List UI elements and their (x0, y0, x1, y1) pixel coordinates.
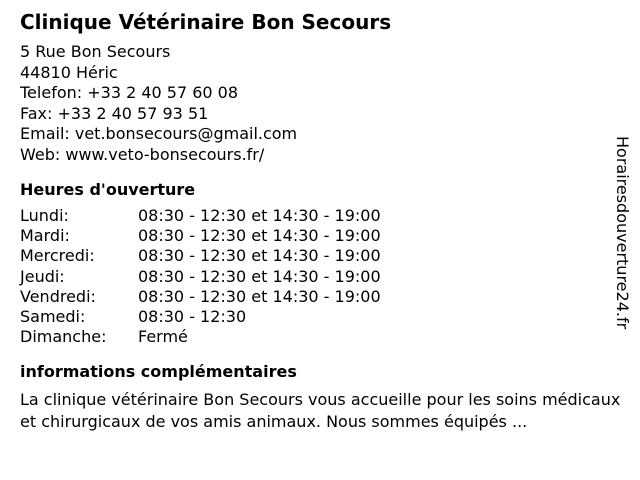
hours-time-value: 08:30 - 12:30 et 14:30 - 19:00 (138, 266, 381, 286)
hours-row-wednesday (20, 246, 620, 266)
page-title: Clinique Vétérinaire Bon Secours (20, 10, 392, 34)
hours-day-label: Vendredi: (20, 286, 96, 306)
hours-day-label: Dimanche: (20, 327, 107, 347)
hours-time-value: 08:30 - 12:30 et 14:30 - 19:00 (138, 246, 381, 266)
contact-block (20, 42, 620, 165)
email-address: Email: vet.bonsecours@gmail.com (20, 124, 298, 143)
hours-day-label: Lundi: (20, 206, 69, 225)
hours-table (20, 206, 620, 347)
hours-day-label: Mardi: (20, 226, 70, 246)
hours-row-tuesday (20, 226, 620, 246)
hours-time-value: 08:30 - 12:30 et 14:30 - 19:00 (138, 206, 381, 225)
hours-heading: Heures d'ouverture (20, 180, 196, 199)
hours-time-value: Fermé (138, 327, 188, 347)
hours-row-thursday (20, 267, 620, 287)
fax-number: Fax: +33 2 40 57 93 51 (20, 103, 209, 123)
hours-row-sunday (20, 327, 620, 347)
hours-time-value: 08:30 - 12:30 (138, 306, 247, 326)
hours-day-label: Mercredi: (20, 246, 95, 266)
website-address: Web: www.veto-bonsecours.fr/ (20, 144, 265, 164)
hours-row-monday (20, 206, 620, 226)
hours-row-saturday (20, 307, 620, 327)
city-postcode: 44810 Héric (20, 62, 118, 82)
hours-time-value: 08:30 - 12:30 et 14:30 - 19:00 (138, 226, 381, 246)
info-heading: informations complémentaires (20, 362, 297, 382)
site-watermark: Horairesdouverture24.fr (613, 136, 632, 330)
info-description: La clinique vétérinaire Bon Secours vous accueille pour les soins médicaux et chirurgicaux de vos amis animaux. Nous sommes équipés ... (20, 390, 621, 432)
phone-number: Telefon: +33 2 40 57 60 08 (20, 83, 239, 102)
hours-row-friday (20, 287, 620, 307)
hours-time-value: 08:30 - 12:30 et 14:30 - 19:00 (138, 286, 381, 306)
street-address: 5 Rue Bon Secours (20, 42, 171, 61)
hours-day-label: Samedi: (20, 306, 86, 326)
hours-day-label: Jeudi: (20, 266, 65, 286)
page-content (20, 8, 620, 433)
